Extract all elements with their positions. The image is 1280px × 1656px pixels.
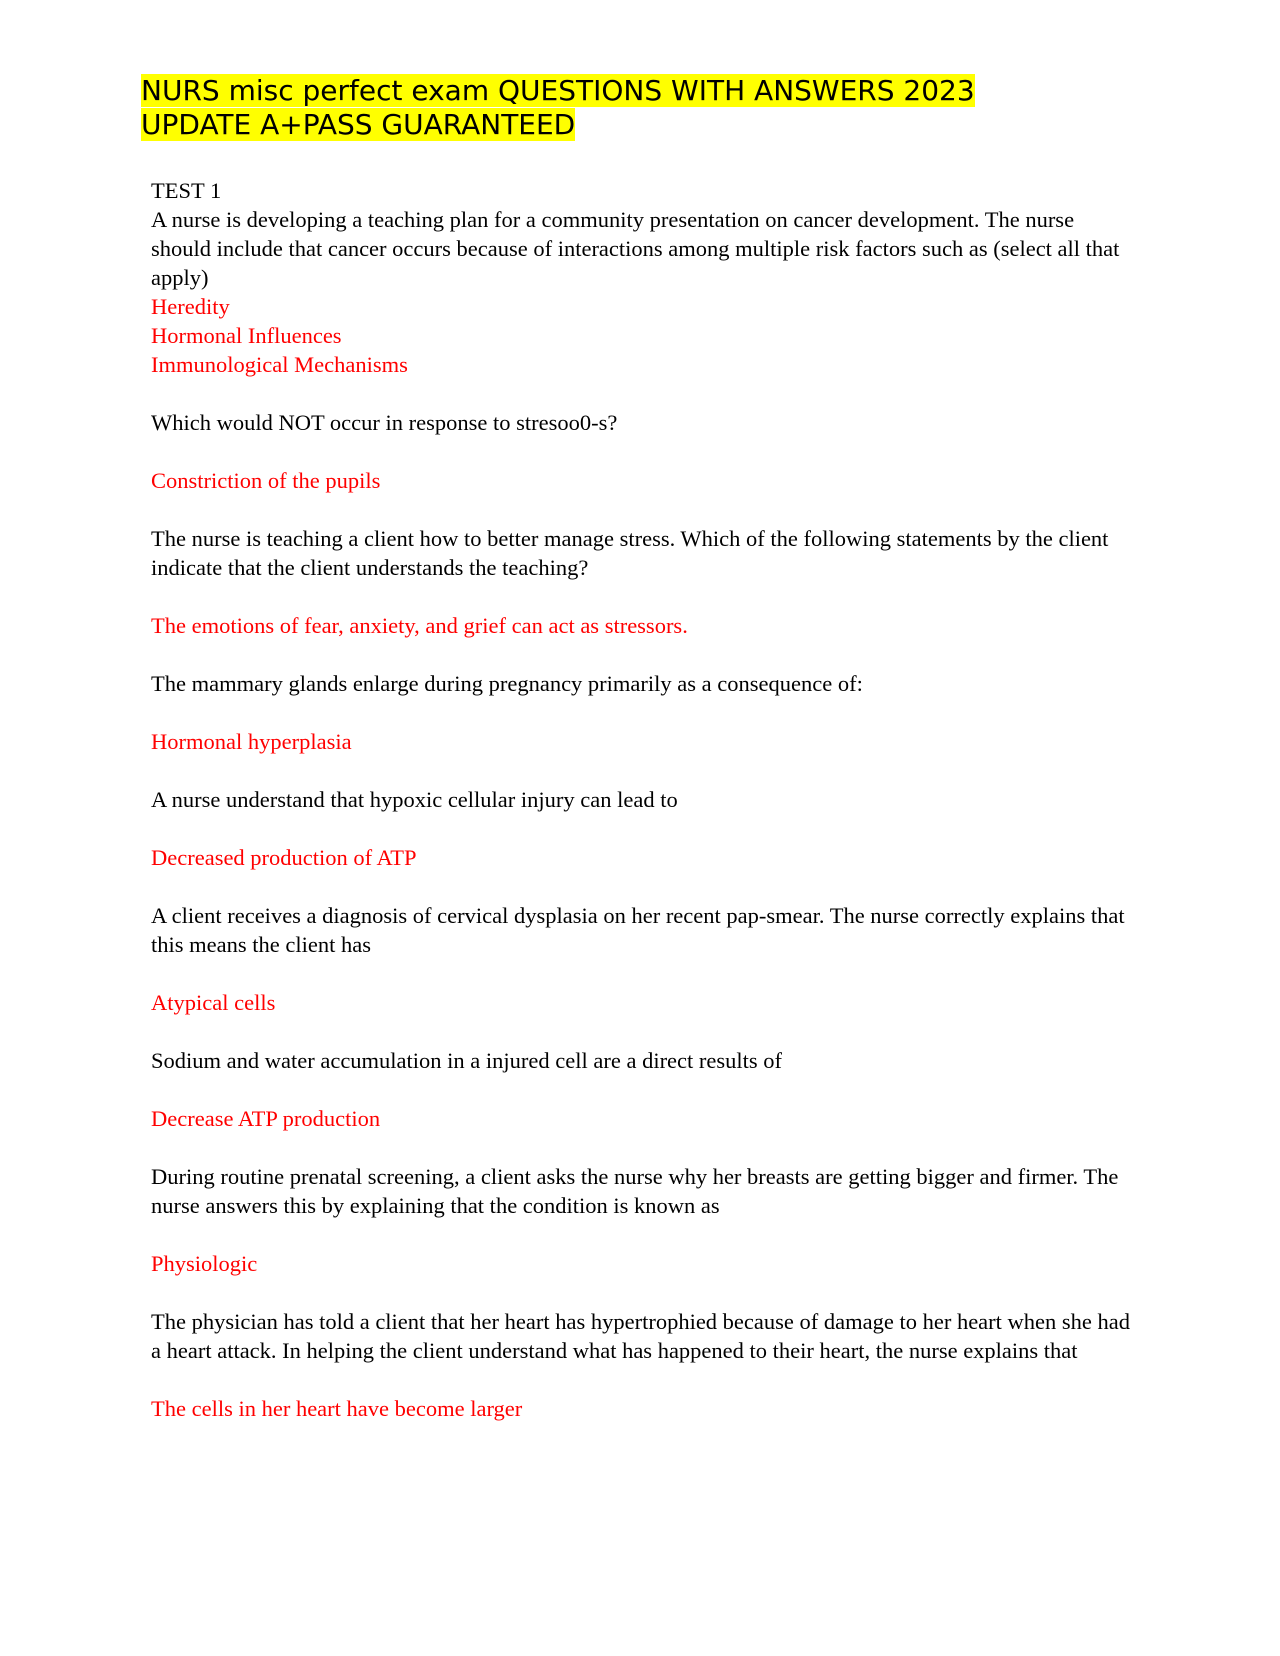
answer-text: Immunological Mechanisms — [151, 352, 408, 377]
question-text: Sodium and water accumulation in a injured cell are a direct results of — [151, 1048, 783, 1073]
question-text: The mammary glands enlarge during pregnancy primarily as a consequence of: — [151, 671, 863, 696]
answer-text: Hormonal hyperplasia — [151, 729, 352, 754]
question-text: A nurse understand that hypoxic cellular injury can lead to — [151, 787, 678, 812]
answer-text: The cells in her heart have become larger — [151, 1396, 523, 1421]
answer-text: Physiologic — [151, 1251, 258, 1276]
document-body — [151, 176, 1131, 1423]
question-text: Which would NOT occur in response to stresoo0-s? — [151, 410, 618, 435]
answer-text: Decreased production of ATP — [151, 845, 417, 870]
answer-text: The emotions of fear, anxiety, and grief can act as stressors. — [151, 613, 688, 638]
answer-text: Heredity — [151, 294, 230, 319]
answer-text: Hormonal Influences — [151, 323, 342, 348]
question-text: The physician has told a client that her heart has hypertrophied because of damage to her heart when she had a heart attack. In helping the client understand what has happened to their heart, the nurse explains that — [151, 1309, 1131, 1363]
document-title — [141, 74, 1041, 142]
answer-text: Constriction of the pupils — [151, 468, 381, 493]
title-line-1: NURS misc perfect exam QUESTIONS WITH ANSWERS 2023 — [141, 74, 975, 107]
test-label: TEST 1 — [151, 178, 222, 203]
question-text: The nurse is teaching a client how to better manage stress. Which of the following statements by the client indicate that the client understands the teaching? — [151, 526, 1109, 580]
title-line-2: UPDATE A+PASS GUARANTEED — [141, 108, 576, 141]
question-text: A nurse is developing a teaching plan for a community presentation on cancer development. The nurse should include that cancer occurs because of interactions among multiple risk factors such as (select all that apply) — [151, 207, 1120, 290]
answer-text: Decrease ATP production — [151, 1106, 381, 1131]
answer-text: Atypical cells — [151, 990, 276, 1015]
question-text: A client receives a diagnosis of cervical dysplasia on her recent pap-smear. The nurse correctly explains that this means the client has — [151, 903, 1125, 957]
question-text: During routine prenatal screening, a client asks the nurse why her breasts are getting bigger and firmer. The nurse answers this by explaining that the condition is known as — [151, 1164, 1119, 1218]
